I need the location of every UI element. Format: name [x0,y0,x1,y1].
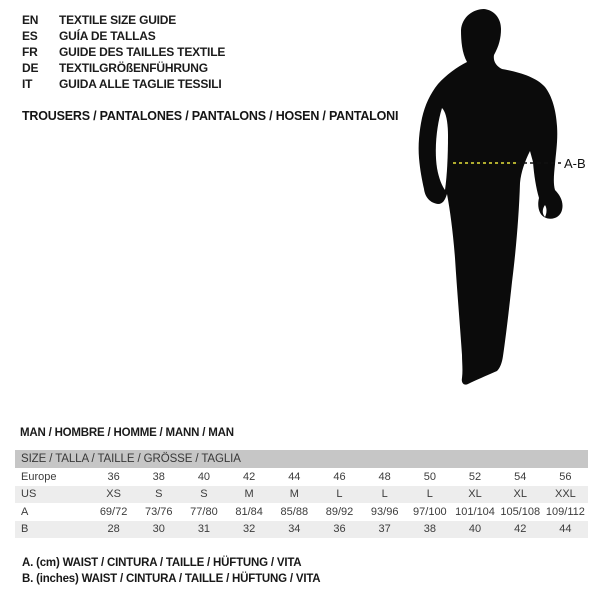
table-cell: 34 [288,523,301,536]
man-body-shape [419,9,563,385]
size-table-header: SIZE / TALLA / TAILLE / GRÖSSE / TAGLIA [15,450,588,468]
language-row-es [22,28,225,44]
measurement-notes [22,555,320,587]
table-cell: 38 [423,523,436,536]
table-row [15,503,588,521]
table-cell: 97/100 [413,505,447,518]
table-cell: 40 [197,470,211,483]
table-cell: 81/84 [235,505,263,518]
table-cell: 36 [107,470,120,483]
table-cell: L [381,488,388,501]
table-cell: 56 [559,470,572,483]
measure-label: A-B [564,156,586,171]
language-row-en [22,12,225,28]
table-cell: XL [468,488,482,501]
language-row-it [22,76,225,92]
table-cell: 38 [152,470,165,483]
table-cell: 73/76 [145,505,173,518]
table-cell: 85/88 [280,505,309,518]
table-cell: L [426,488,433,501]
figure-area [400,0,600,420]
table-cell: 46 [333,470,346,483]
language-label: GUIDA ALLE TAGLIE TESSILI [59,77,222,91]
table-row-label: A [21,505,29,518]
table-cell: S [200,488,208,501]
table-cell: 89/92 [325,505,354,518]
table-cell: 28 [107,523,120,536]
language-label: GUIDE DES TAILLES TEXTILE [59,45,226,59]
table-cell: 37 [378,523,391,536]
table-cell: 48 [378,470,391,483]
language-code: DE [22,61,39,75]
table-cell: XS [106,488,121,501]
table-cell: 54 [514,470,527,483]
table-cell: L [336,488,343,501]
language-code: ES [22,29,38,43]
language-code: FR [22,45,38,59]
language-row-fr [22,44,225,60]
table-cell: 40 [468,523,482,536]
table-cell: 52 [468,470,482,483]
table-cell: S [155,488,163,501]
table-cell: 36 [333,523,346,536]
language-code: EN [22,13,39,27]
table-cell: 101/104 [455,505,495,518]
table-row [15,468,588,486]
category-title: TROUSERS / PANTALONES / PANTALONS / HOSEN / PANTALONI [22,109,399,123]
note-a: A. (cm) WAIST / CINTURA / TAILLE / HÜFTUNG / VITA [22,557,302,569]
table-row-label: US [21,488,37,501]
table-row-label: B [21,523,29,536]
note-b: B. (inches) WAIST / CINTURA / TAILLE / HÜFTUNG / VITA [22,573,321,585]
language-row-de [22,60,225,76]
language-label: GUÍA DE TALLAS [59,29,156,43]
table-cell: 77/80 [190,505,218,518]
size-table-rows [15,468,588,538]
language-label: TEXTILE SIZE GUIDE [59,13,177,27]
table-cell: 93/96 [370,505,399,518]
language-code: IT [22,77,33,91]
table-row [15,486,588,504]
table-cell: M [289,488,299,501]
table-cell: XL [513,488,527,501]
table-cell: 42 [514,523,527,536]
table-cell: 105/108 [500,505,541,518]
table-cell: 30 [152,523,165,536]
language-label: TEXTILGRÖßENFÜHRUNG [59,61,208,75]
table-cell: 109/112 [545,505,585,518]
table-row-label: Europe [21,470,57,483]
man-silhouette [400,0,600,420]
table-cell: 44 [559,523,572,536]
table-cell: XXL [555,488,576,501]
size-table [15,450,588,538]
table-row [15,521,588,539]
table-cell: M [244,488,254,501]
table-cell: 69/72 [99,505,128,518]
section-title: MAN / HOMBRE / HOMME / MANN / MAN [20,427,234,439]
language-header [22,12,225,92]
table-cell: 42 [243,470,256,483]
table-cell: 31 [197,523,211,536]
table-cell: 50 [423,470,436,483]
table-cell: 32 [243,523,256,536]
table-cell: 44 [288,470,301,483]
